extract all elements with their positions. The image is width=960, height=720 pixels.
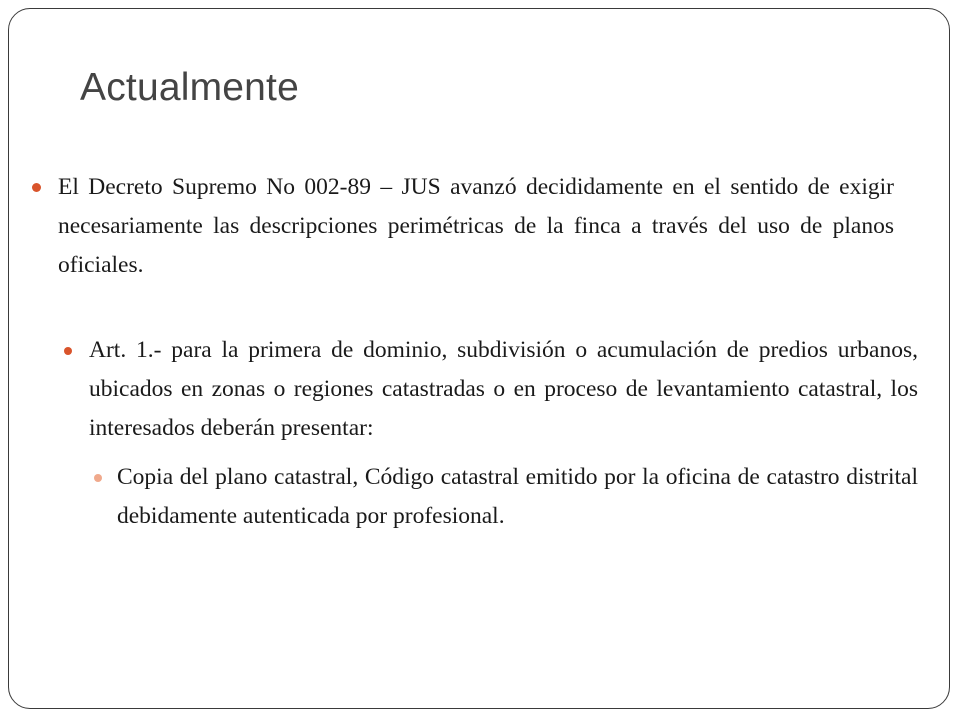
bullet-text: Art. 1.- para la primera de dominio, subdivisión o acumulación de predios urbanos, ubicados en zonas o regiones catastradas o en proceso de levantamiento catastral, los interesados deberán presentar: xyxy=(89,337,918,441)
bullet-level-2 xyxy=(64,331,918,448)
bullet-dot-icon xyxy=(64,347,72,355)
bullet-text: Copia del plano catastral, Código catastral emitido por la oficina de catastro distrital debidamente autenticada por profesional. xyxy=(117,464,918,529)
bullet-dot-icon xyxy=(94,474,102,482)
bullet-level-1 xyxy=(32,168,894,285)
bullet-dot-icon xyxy=(32,183,41,192)
bullet-level-3 xyxy=(94,458,918,536)
bullet-text: El Decreto Supremo No 002-89 – JUS avanzó decididamente en el sentido de exigir necesariamente las descripciones perimétricas de la finca a través del uso de planos oficiales. xyxy=(58,174,894,278)
slide-title: Actualmente xyxy=(80,66,299,109)
